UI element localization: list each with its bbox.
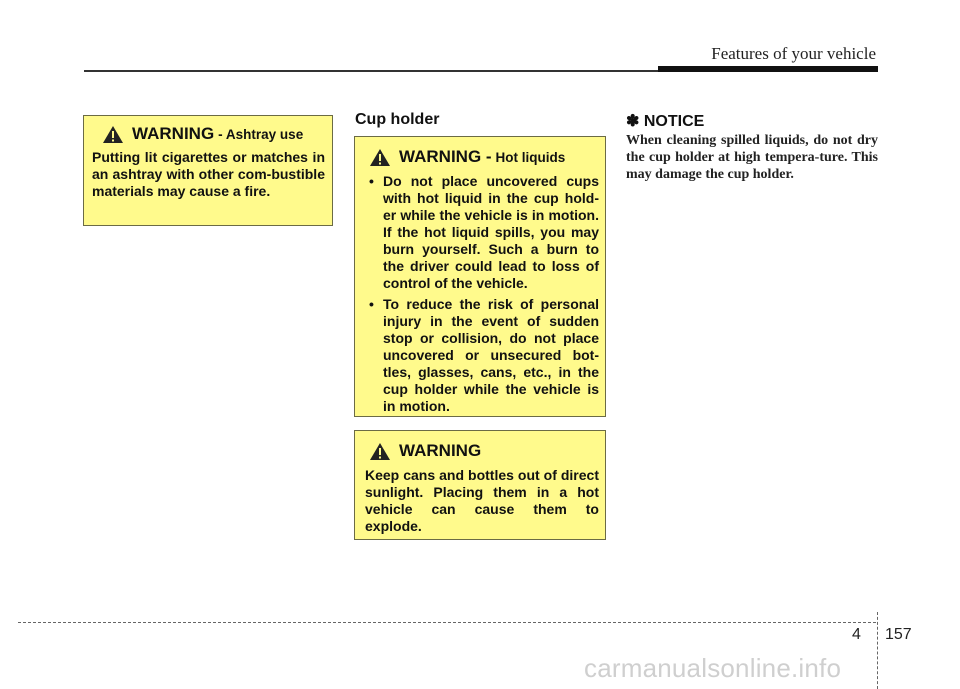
page-number-divider [877, 612, 878, 689]
hot-liquids-warning-subtitle: Hot liquids [495, 149, 566, 165]
ashtray-warning-box [83, 115, 333, 226]
footer-rule [18, 622, 876, 623]
hot-liquids-warning-title: WARNING - [399, 147, 492, 166]
sunlight-warning-heading [369, 441, 599, 461]
list-item: • Do not place uncovered cups with hot liquid in the cup hold-er while the vehicle is in motion. If the hot liquid spills, you may burn yourself. Such a burn to the driver could lead to loss of control of the vehicle. [365, 173, 599, 292]
list-item: • To reduce the risk of personal injury in the event of sudden stop or collision, do not place uncovered or unsecured bot-tles, glasses, cans, etc., in the cup holder while the vehicle is in motion. [365, 296, 599, 415]
hot-liquids-warning-box [354, 136, 606, 417]
ashtray-warning-text: Putting lit cigarettes or matches in an ashtray with other com-bustible materials may cause a fire. [92, 149, 325, 199]
ashtray-warning-subtitle: - Ashtray use [218, 126, 304, 142]
hot-liquids-warning-list [365, 173, 599, 415]
section-title: Cup holder [355, 111, 440, 128]
chapter-number: 4 [852, 626, 861, 643]
notice-text: When cleaning spilled liquids, do not dry the cup holder at high tempera-ture. This may damage the cup holder. [626, 133, 878, 182]
warning-triangle-icon [369, 148, 391, 167]
warning-triangle-icon [102, 125, 124, 144]
sunlight-warning-box [354, 430, 606, 540]
page-number: 157 [885, 626, 912, 643]
hot-liquids-warning-heading [369, 147, 599, 167]
notice-title: ✽ NOTICE [626, 113, 705, 130]
watermark: carmanualsonline.info [584, 653, 842, 683]
sunlight-warning-text: Keep cans and bottles out of direct sunlight. Placing them in a hot vehicle can cause them to explode. [365, 467, 599, 534]
ashtray-warning-title: WARNING [132, 124, 215, 143]
sunlight-warning-title: WARNING [399, 441, 482, 460]
warning-triangle-icon [369, 442, 391, 461]
page-header-title: Features of your vehicle [711, 44, 876, 63]
header-rule-accent [658, 66, 878, 72]
ashtray-warning-heading [102, 124, 325, 144]
